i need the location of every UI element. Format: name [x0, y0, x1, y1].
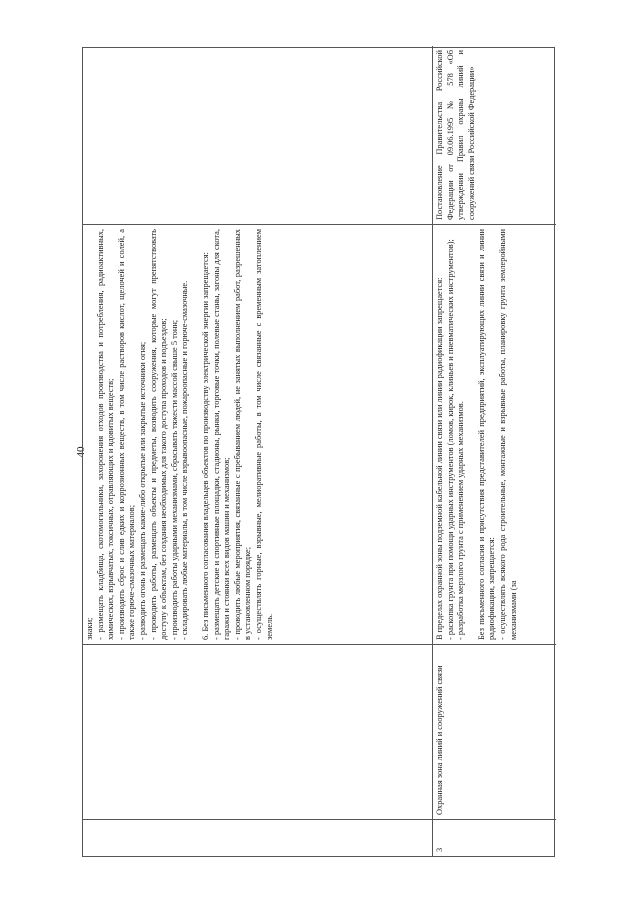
restrictions-cell [433, 225, 556, 645]
text-line: 6. Без письменного согласования владельцев объектов по производству электрической энергии запрещается: [200, 252, 210, 640]
text-line: - размещать кладбища, скотомогильники, захоронения отходов производства и потребления, радиоактивных, химических, взрывчатых, токсичных, отравляющих и ядовитых веществ; [95, 229, 116, 640]
legal-basis-cell [83, 46, 432, 225]
text-line: - производить работы ударными механизмами, сбрасывать тяжести массой свыше 5 тонн; [169, 319, 179, 640]
restrictions-cell [83, 225, 432, 645]
text-line: - производить сброс и слив едких и коррозионных веществ, в том числе растворов кислот, щелочей и солей, а также горюче-смазочных материалов; [116, 229, 137, 640]
paragraph-gap [191, 229, 201, 640]
text-line: - раскопка грунта при помощи ударных инструментов (ломов, кирок, клиньев и пневматических инструментов); [445, 239, 455, 640]
text-line: В пределах охранной зоны подземной кабельной линии связи или линии радиофикации запрещается: [435, 277, 444, 640]
text-line: - разводить огонь и размещать какие-либо открытые или закрытые источники огня; [137, 341, 147, 640]
text-line: - разработка мерзлого грунта с применением ударных механизмов. [456, 401, 466, 640]
zone-name-cell: Охранная зона линий и сооружений связи [433, 645, 556, 820]
text-line: - осуществлять всякого рода строительные, монтажные и взрывные работы, планировку грунта землеройными механизмами (за [497, 229, 518, 640]
text-line: - размещать детские и спортивные площадки, стадионы, рынки, торговые точки, полевые станы, загоны для скота, гаражи и стоянки всех видов машин и механизмов; [211, 229, 232, 640]
text-line: - проводить работы, размещать объекты и предметы, возводить сооружения, которые могут препятствовать доступу к объектам, без создания необходимых для такого доступа проходов и подъездов; [148, 229, 169, 640]
text-line: - осуществлять горные, взрывные, мелиоративные работы, в том числе связанные с временным затоплением земель. [253, 229, 274, 640]
text-line: - складировать любые материалы, в том числе взрывоопасные, пожароопасные и горюче-смазочные. [180, 280, 190, 640]
zone-name-cell [83, 645, 432, 820]
row-number-cell: 3 [435, 847, 444, 852]
table-row [433, 46, 556, 856]
text-line: знаки; [85, 617, 94, 640]
page-number: 40 [75, 446, 87, 458]
paragraph-gap [467, 229, 477, 640]
legal-basis-cell: Постановление Правительства Российской Федерации от 09.06.1995 № 578 «Об утверждении Правил охраны линий и сооружений связи Российской Федерации» [433, 46, 556, 225]
text-line: Без письменного согласия и присутствия представителей предприятий, эксплуатирующих линии связи и линии радиофикации, запрещается: [476, 229, 497, 640]
table-row [83, 46, 433, 856]
row-number-cell [83, 820, 432, 856]
text-line: - проводить любые мероприятия, связанные с пребыванием людей, не занятых выполнением работ, разрешенных в установленном порядке; [232, 229, 253, 640]
zones-table [82, 47, 555, 857]
